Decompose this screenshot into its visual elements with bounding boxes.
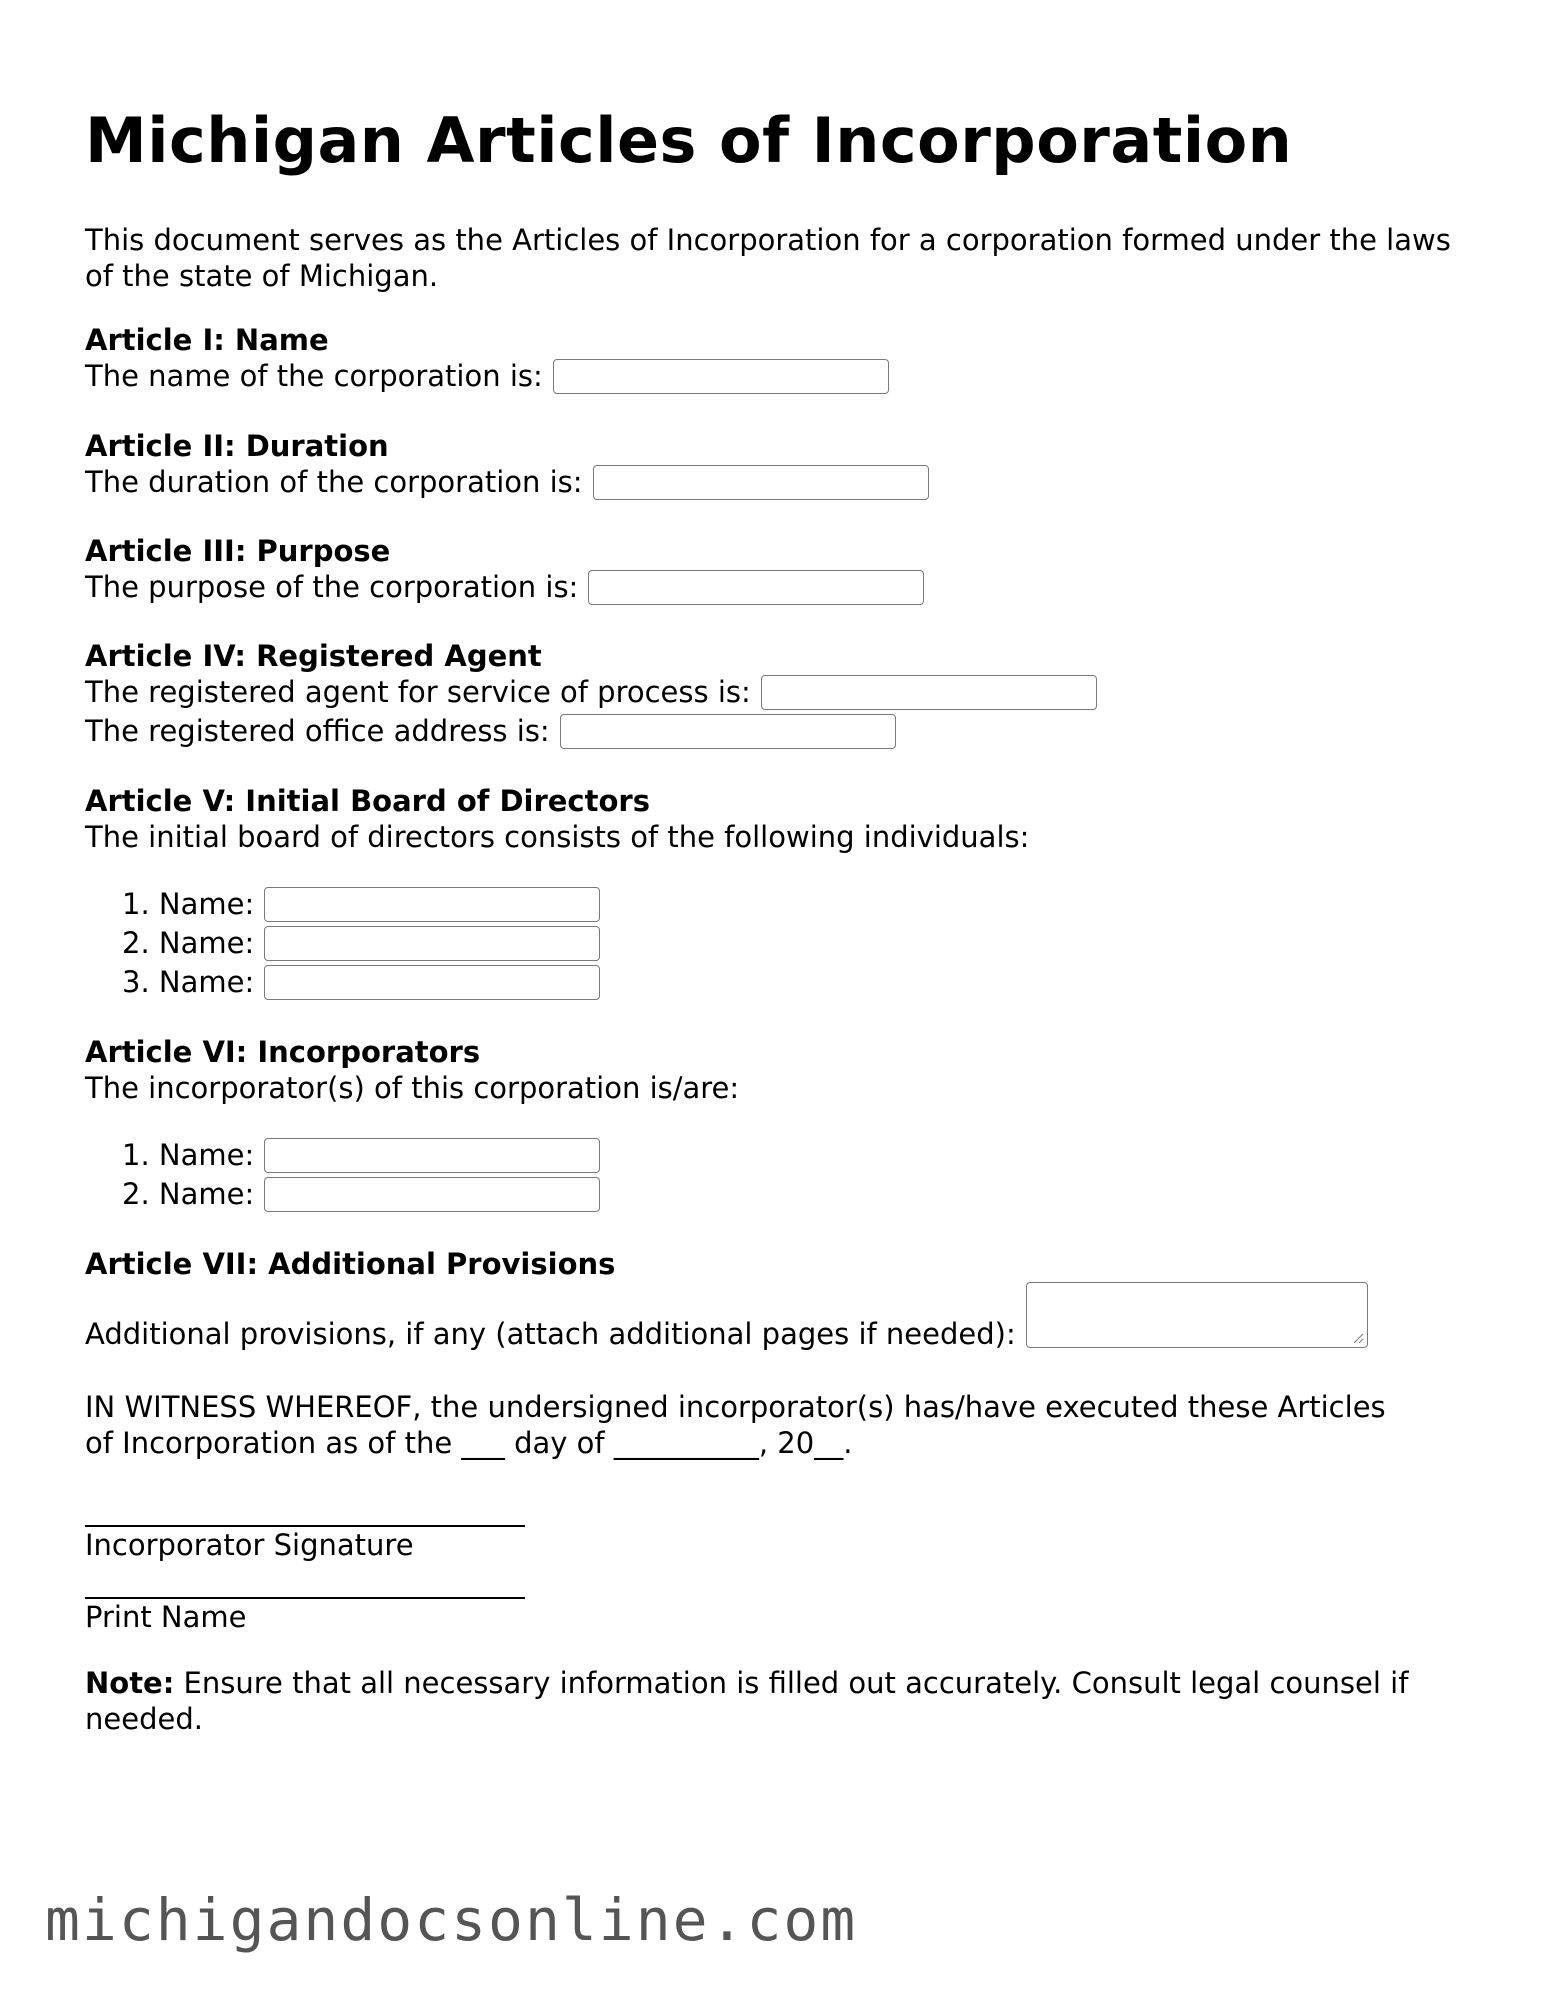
article-4-office-row bbox=[85, 713, 896, 749]
incorporator-2-row bbox=[122, 1176, 600, 1212]
registered-office-label: The registered office address is: bbox=[85, 714, 550, 748]
note-paragraph bbox=[85, 1665, 1485, 1737]
article-5-heading: Article V: Initial Board of Directors bbox=[85, 784, 650, 818]
article-3-label: The purpose of the corporation is: bbox=[85, 570, 579, 604]
director-2-row bbox=[122, 925, 600, 961]
witness-line-1: IN WITNESS WHEREOF, the undersigned incorporator(s) has/have executed these Articles bbox=[85, 1390, 1386, 1424]
article-6-text: The incorporator(s) of this corporation is/are: bbox=[85, 1071, 740, 1105]
director-2-label: 2. Name: bbox=[122, 926, 255, 960]
article-3-heading: Article III: Purpose bbox=[85, 534, 391, 568]
article-3-row bbox=[85, 569, 924, 605]
incorporator-1-name-input[interactable] bbox=[264, 1138, 600, 1173]
additional-provisions-textarea[interactable] bbox=[1026, 1282, 1368, 1348]
article-1-row bbox=[85, 358, 889, 394]
registered-office-input[interactable] bbox=[560, 714, 896, 749]
article-2-row bbox=[85, 464, 929, 500]
director-3-label: 3. Name: bbox=[122, 965, 255, 999]
article-7-row bbox=[85, 1282, 1368, 1351]
registered-agent-input[interactable] bbox=[761, 675, 1097, 710]
article-4-heading: Article IV: Registered Agent bbox=[85, 639, 542, 673]
director-1-name-input[interactable] bbox=[264, 887, 600, 922]
corporation-purpose-input[interactable] bbox=[588, 570, 924, 605]
article-4-agent-row bbox=[85, 674, 1097, 710]
article-7-heading: Article VII: Additional Provisions bbox=[85, 1247, 616, 1281]
incorporator-signature-label: Incorporator Signature bbox=[85, 1528, 414, 1562]
note-text: Ensure that all necessary information is filled out accurately. Consult legal counsel if needed. bbox=[85, 1666, 1409, 1736]
article-2-heading: Article II: Duration bbox=[85, 429, 389, 463]
incorporator-1-label: 1. Name: bbox=[122, 1138, 255, 1172]
article-2-label: The duration of the corporation is: bbox=[85, 465, 583, 499]
article-6-heading: Article VI: Incorporators bbox=[85, 1035, 481, 1069]
article-1-label: The name of the corporation is: bbox=[85, 359, 543, 393]
article-1-heading: Article I: Name bbox=[85, 323, 329, 357]
additional-provisions-label: Additional provisions, if any (attach additional pages if needed): bbox=[85, 1317, 1016, 1351]
registered-agent-label: The registered agent for service of process is: bbox=[85, 675, 751, 709]
print-name-label: Print Name bbox=[85, 1600, 247, 1634]
resize-grip-icon[interactable] bbox=[1352, 1332, 1364, 1344]
incorporator-2-label: 2. Name: bbox=[122, 1177, 255, 1211]
site-watermark: michigandocsonline.com bbox=[45, 1886, 858, 1954]
page-title: Michigan Articles of Incorporation bbox=[85, 104, 1293, 177]
incorporator-1-row bbox=[122, 1137, 600, 1173]
director-1-row bbox=[122, 886, 600, 922]
director-3-name-input[interactable] bbox=[264, 965, 600, 1000]
article-5-text: The initial board of directors consists of the following individuals: bbox=[85, 820, 1030, 854]
director-2-name-input[interactable] bbox=[264, 926, 600, 961]
director-3-row bbox=[122, 964, 600, 1000]
director-1-label: 1. Name: bbox=[122, 887, 255, 921]
corporation-duration-input[interactable] bbox=[593, 465, 929, 500]
corporation-name-input[interactable] bbox=[553, 359, 889, 394]
note-label: Note: bbox=[85, 1666, 175, 1700]
incorporator-2-name-input[interactable] bbox=[264, 1177, 600, 1212]
intro-paragraph: This document serves as the Articles of Incorporation for a corporation formed under the laws of the state of Michigan. bbox=[85, 223, 1451, 293]
witness-line-2: of Incorporation as of the ___ day of __________, 20__. bbox=[85, 1426, 853, 1460]
